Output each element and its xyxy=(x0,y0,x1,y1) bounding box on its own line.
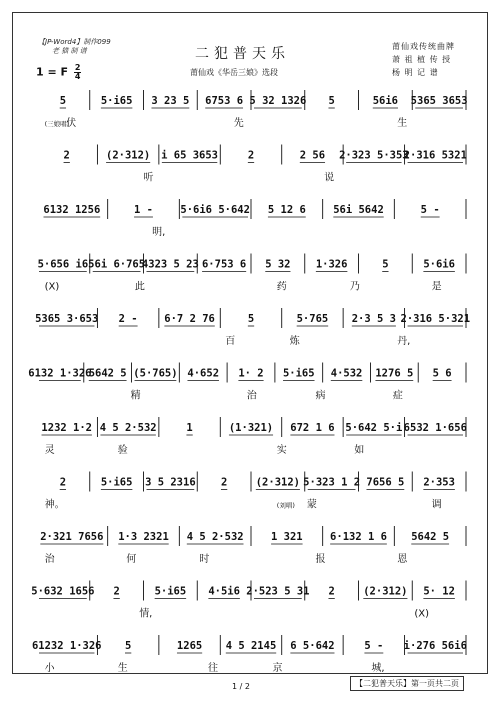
note-group: 2 xyxy=(247,149,255,162)
note-group: 5365 3653 xyxy=(410,95,468,107)
time-denominator: 4 xyxy=(74,72,81,81)
note-group: 2·316 5321 xyxy=(403,149,467,162)
lyric-text: 说 xyxy=(324,172,335,184)
note-group: 5·i65 xyxy=(154,585,187,598)
source-line-2: 老 猫 制 谱 xyxy=(52,47,87,55)
note-group: 5·656 i6 xyxy=(37,258,89,271)
note-group: (2·312) xyxy=(255,476,301,489)
note-group: 1 - xyxy=(134,204,153,216)
time-numerator: 2 xyxy=(74,63,81,72)
note-group: i 65 3653 xyxy=(161,149,219,162)
lyric-text: 情, xyxy=(139,608,153,620)
lyric-text: (X) xyxy=(414,608,430,620)
lyric-text: 生 xyxy=(117,663,128,674)
note-group: 5·i65 xyxy=(100,95,133,107)
lyric-text: 何 xyxy=(126,554,137,565)
lyric-text: 灵 xyxy=(44,445,55,456)
page-title: 二犯普天乐 xyxy=(195,46,290,62)
note-group: 2 xyxy=(63,149,70,162)
lyric-text: 治 xyxy=(44,554,55,565)
note-group: 1232 1·2 xyxy=(41,422,93,434)
lyric-text: 验 xyxy=(117,445,128,456)
lyric-text: 炼 xyxy=(289,336,300,347)
note-group: 6132 1256 xyxy=(43,204,101,216)
note-group: 5·6i6 xyxy=(423,258,455,271)
note-group: 5365 3·653 xyxy=(35,313,99,325)
lyric-text: 治 xyxy=(246,390,257,402)
lyric-text: 伏 xyxy=(66,118,77,129)
lyric-text: 小 xyxy=(44,663,55,674)
lyric-text: (刘唱) xyxy=(276,501,295,510)
note-group: 5642 5 xyxy=(88,367,127,380)
note-group: 3 23 5 xyxy=(151,95,190,107)
lyric-text: (X) xyxy=(44,281,60,293)
page-label: 【二犯普天乐】第一页共二页 xyxy=(350,676,464,691)
lyric-text: 城, xyxy=(371,663,385,674)
note-group: 1· 2 xyxy=(238,367,264,380)
note-group: 1 xyxy=(186,422,193,434)
lyric-text: 恩 xyxy=(397,554,408,565)
note-group: 4·5i6 xyxy=(208,585,240,598)
credit-line: 莆仙戏传统曲牌 xyxy=(392,42,455,51)
note-group: 2 xyxy=(59,476,67,489)
note-group: 2 56 xyxy=(299,149,326,162)
note-group: 1·326 xyxy=(315,258,348,271)
note-group: (1·321) xyxy=(228,422,274,434)
note-group: 1265 xyxy=(176,640,203,652)
note-group: 56i6 xyxy=(372,95,399,107)
note-group: 7656 5 xyxy=(366,476,405,489)
note-group: 5 6 xyxy=(432,367,452,380)
note-group: 3 5 2316 xyxy=(145,476,196,489)
note-group: 4 5 2·532 xyxy=(186,531,244,543)
note-group: 5 12 6 xyxy=(267,204,306,216)
note-group: 5 - xyxy=(364,640,384,652)
note-group: 5 - xyxy=(420,204,440,216)
lyric-text: 精 xyxy=(130,390,141,402)
note-group: 1276 5 xyxy=(375,367,414,380)
page-subtitle: 莆仙戏《华岳三娘》选段 xyxy=(190,68,278,77)
note-group: 1 321 xyxy=(271,531,303,543)
note-group: 61232 1·326 xyxy=(31,640,102,652)
note-group: 4 5 2145 xyxy=(225,640,277,652)
lyric-text: 是 xyxy=(431,281,442,293)
lyric-text: 实 xyxy=(276,445,287,456)
note-group: 6·753 6 xyxy=(201,258,247,271)
lyric-text: 时 xyxy=(199,554,210,565)
lyric-text: 神。 xyxy=(44,499,65,511)
credit-line: 杨 明 记 谱 xyxy=(392,68,439,77)
note-group: 5· 12 xyxy=(423,585,455,598)
note-group: 2 xyxy=(328,585,335,598)
note-group: 5·632 1656 xyxy=(31,585,95,598)
note-group: 2·3 5 3 xyxy=(351,313,396,325)
note-group: 6753 6 xyxy=(205,95,244,107)
lyric-text: 京 xyxy=(272,663,283,674)
page-number: 1 / 2 xyxy=(232,682,250,691)
note-group: (2·312) xyxy=(363,585,408,598)
note-group: 5 xyxy=(328,95,335,107)
note-group: 5 xyxy=(247,313,255,325)
note-group: 4 5 2·532 xyxy=(99,422,157,434)
lyric-text: (三娘唱) xyxy=(44,120,70,128)
note-group: 2 - xyxy=(118,313,138,325)
lyric-text: 药 xyxy=(276,281,287,293)
note-group: 5·323 1 2 xyxy=(303,476,361,489)
lyric-text: 明, xyxy=(152,227,166,238)
lyric-text: 报 xyxy=(315,554,326,565)
lyric-text: 症 xyxy=(392,390,403,402)
note-group: 6132 1·326 xyxy=(28,367,92,380)
note-group: 5 32 xyxy=(265,258,291,271)
lyric-text: 此 xyxy=(134,281,145,293)
note-group: 2·316 5·321 xyxy=(400,313,471,325)
note-group: 6532 1·656 xyxy=(403,422,467,434)
lyric-text: 乃 xyxy=(349,281,360,293)
note-group: 5·765 xyxy=(296,313,329,325)
source-line-1: 【JP-Word4】制作099 xyxy=(38,38,111,46)
lyric-text: 如 xyxy=(354,445,365,456)
note-group: 4323 5 23 xyxy=(141,258,199,271)
lyric-text: 往 xyxy=(208,663,218,674)
lyric-text: 丹, xyxy=(397,336,411,347)
note-group: 1·3 2321 xyxy=(118,531,169,543)
note-group: 5 xyxy=(59,95,67,107)
lyric-text: 调 xyxy=(431,499,442,511)
note-group: 672 1 6 xyxy=(290,422,335,434)
note-group: 5·642 5·i xyxy=(345,422,403,434)
lyric-text: 病 xyxy=(315,390,326,402)
note-group: i·276 56i6 xyxy=(403,640,467,652)
note-group: 5 xyxy=(124,640,132,652)
credit-line: 萧 祖 植 传 授 xyxy=(392,55,452,64)
note-group: 2 xyxy=(220,476,228,489)
note-group: 5642 5 xyxy=(411,531,450,543)
note-group: 5 xyxy=(382,258,389,271)
note-group: 2·321 7656 xyxy=(40,531,104,543)
key-label: 1 = F xyxy=(36,65,69,79)
note-group: 2·323 5·353 xyxy=(339,149,409,162)
note-group: 5 32 1326 xyxy=(249,95,307,107)
note-group: 2·353 xyxy=(423,476,455,489)
lyric-text: 先 xyxy=(233,118,244,129)
note-group: 6·132 1 6 xyxy=(330,531,387,543)
note-group: 6·7 2 76 xyxy=(164,313,215,325)
note-group: 56i 6·765 xyxy=(88,258,146,271)
note-group: 5·6i6 5·642 xyxy=(180,204,250,216)
lyric-text: 蒙 xyxy=(306,499,317,511)
note-group: 2 xyxy=(113,585,120,598)
lyric-text: 生 xyxy=(397,118,408,129)
note-group: 4·532 xyxy=(330,367,363,380)
note-group: (5·765) xyxy=(133,367,178,380)
lyric-text: 百 xyxy=(225,336,236,347)
note-group: 2·523 5 31 xyxy=(246,585,310,598)
note-group: 56i 5642 xyxy=(333,204,384,216)
note-group: 5·i65 xyxy=(282,367,315,380)
note-group: (2·312) xyxy=(106,149,151,162)
note-group: 5·i65 xyxy=(100,476,133,489)
note-group: 6 5·642 xyxy=(290,640,335,652)
note-group: 4·652 xyxy=(187,367,220,380)
lyric-text: 听 xyxy=(143,172,154,184)
